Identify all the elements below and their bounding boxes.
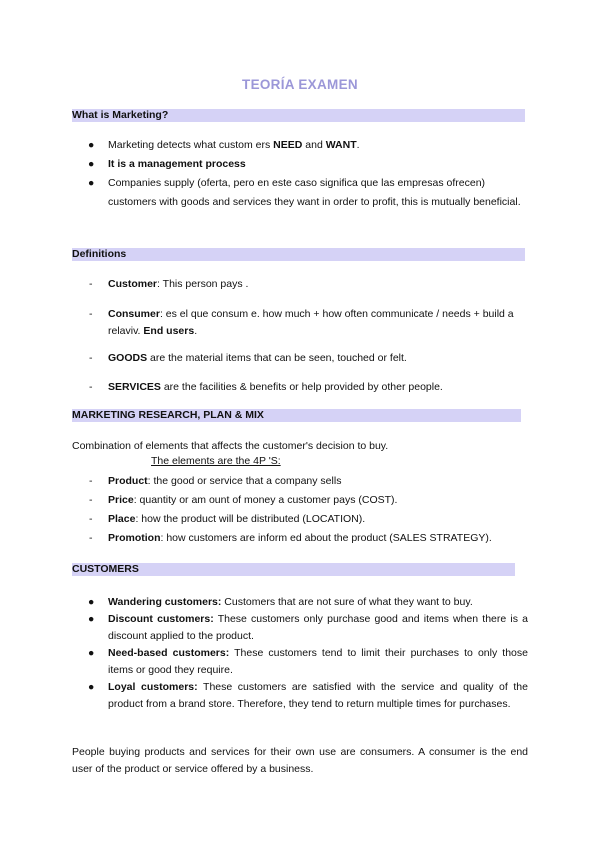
research-subheading: The elements are the 4P 'S: — [151, 455, 281, 467]
item-text: : es el que consum e. how much + how often communicate / needs + build a relaviv. — [108, 308, 514, 337]
section-heading-marketing: What is Marketing? — [72, 109, 525, 122]
item-text: : quantity or am ount of money a customer pays (COST). — [133, 494, 398, 506]
list-item — [72, 679, 528, 713]
bullet-icon: ● — [88, 647, 95, 659]
item-bold: End users — [143, 325, 195, 337]
item-term: Product — [108, 475, 148, 487]
definitions-list — [72, 306, 528, 340]
item-term: GOODS — [108, 352, 148, 364]
list-item — [72, 529, 528, 548]
item-bold: NEED — [273, 139, 303, 151]
item-text: : how the product will be distributed (LOCATION). — [135, 513, 366, 525]
item-text: . — [356, 139, 360, 151]
definitions-list — [72, 379, 528, 396]
item-text: and — [302, 139, 326, 151]
section-heading-definitions: Definitions — [72, 248, 525, 261]
research-intro: Combination of elements that affects the customer's decision to buy. — [72, 440, 389, 452]
list-item — [72, 472, 528, 491]
item-term: Need-based customers: — [108, 647, 230, 659]
item-term: Customer — [108, 278, 158, 290]
list-item — [72, 379, 528, 396]
list-item — [72, 645, 528, 679]
section-heading-research: MARKETING RESEARCH, PLAN & MIX — [72, 409, 521, 422]
list-item — [72, 174, 528, 212]
dash-marker: - — [89, 494, 93, 506]
bullet-icon: ● — [88, 596, 95, 608]
item-text: Customers that are not sure of what they want to buy. — [221, 596, 473, 608]
item-text: are the material items that can be seen, touched or felt. — [147, 352, 407, 364]
section-heading-customers: CUSTOMERS — [72, 563, 515, 576]
definitions-list — [72, 276, 528, 293]
bullet-icon: ● — [88, 613, 95, 625]
list-item — [72, 136, 528, 155]
closing-paragraph: People buying products and services for their own use are consumers. A consumer is the end user of the product or service offered by a business. — [72, 746, 528, 775]
item-text: : This person pays . — [157, 278, 249, 290]
dash-marker: - — [89, 352, 93, 364]
item-text: Companies supply (oferta, pero en este caso significa que las empresas ofrecen) customers with goods and services they want in order to profit, this is mutually beneficial. — [108, 177, 521, 208]
item-term: Place — [108, 513, 136, 525]
item-term: Wandering customers: — [108, 596, 222, 608]
list-item — [72, 491, 528, 510]
item-text: These customers only purchase good and items when there is a discount applied to the product. — [108, 613, 528, 642]
item-term: Consumer — [108, 308, 160, 320]
document-title: TEORÍA EXAMEN — [242, 77, 358, 92]
item-text: are the facilities & benefits or help provided by other people. — [160, 381, 443, 393]
list-item — [72, 594, 528, 611]
item-text: Marketing detects what custom ers — [108, 139, 274, 151]
bullet-icon: ● — [88, 681, 95, 693]
item-term: Loyal customers: — [108, 681, 198, 693]
item-text: These customers tend to limit their purchases to only those items or good they require. — [108, 647, 528, 676]
bullet-icon: ● — [88, 139, 95, 151]
item-text: . — [194, 325, 198, 337]
list-item — [72, 276, 528, 293]
item-bold: WANT — [325, 139, 357, 151]
dash-marker: - — [89, 475, 93, 487]
item-text: : the good or service that a company sells — [147, 475, 342, 487]
dash-marker: - — [89, 308, 93, 320]
definitions-list — [72, 350, 528, 367]
list-item — [72, 510, 528, 529]
list-item — [72, 350, 528, 367]
list-item — [72, 611, 528, 645]
bullet-icon: ● — [88, 158, 95, 170]
customers-list — [72, 594, 528, 713]
item-term: Discount customers: — [108, 613, 214, 625]
dash-marker: - — [89, 513, 93, 525]
marketing-list — [72, 136, 528, 212]
dash-marker: - — [89, 532, 93, 544]
item-term: Promotion — [108, 532, 161, 544]
research-list — [72, 472, 528, 548]
dash-marker: - — [89, 278, 93, 290]
dash-marker: - — [89, 381, 93, 393]
item-term: Price — [108, 494, 134, 506]
list-item — [72, 155, 528, 174]
item-text: : how customers are inform ed about the product (SALES STRATEGY). — [160, 532, 492, 544]
item-term: SERVICES — [108, 381, 161, 393]
bullet-icon: ● — [88, 177, 95, 189]
item-bold: It is a management process — [108, 158, 246, 170]
item-text: These customers are satisfied with the service and quality of the product from a brand store. Therefore, they tend to return multiple times for purchases. — [108, 681, 528, 710]
research-subheading-wrap — [151, 453, 451, 470]
list-item — [72, 306, 528, 340]
